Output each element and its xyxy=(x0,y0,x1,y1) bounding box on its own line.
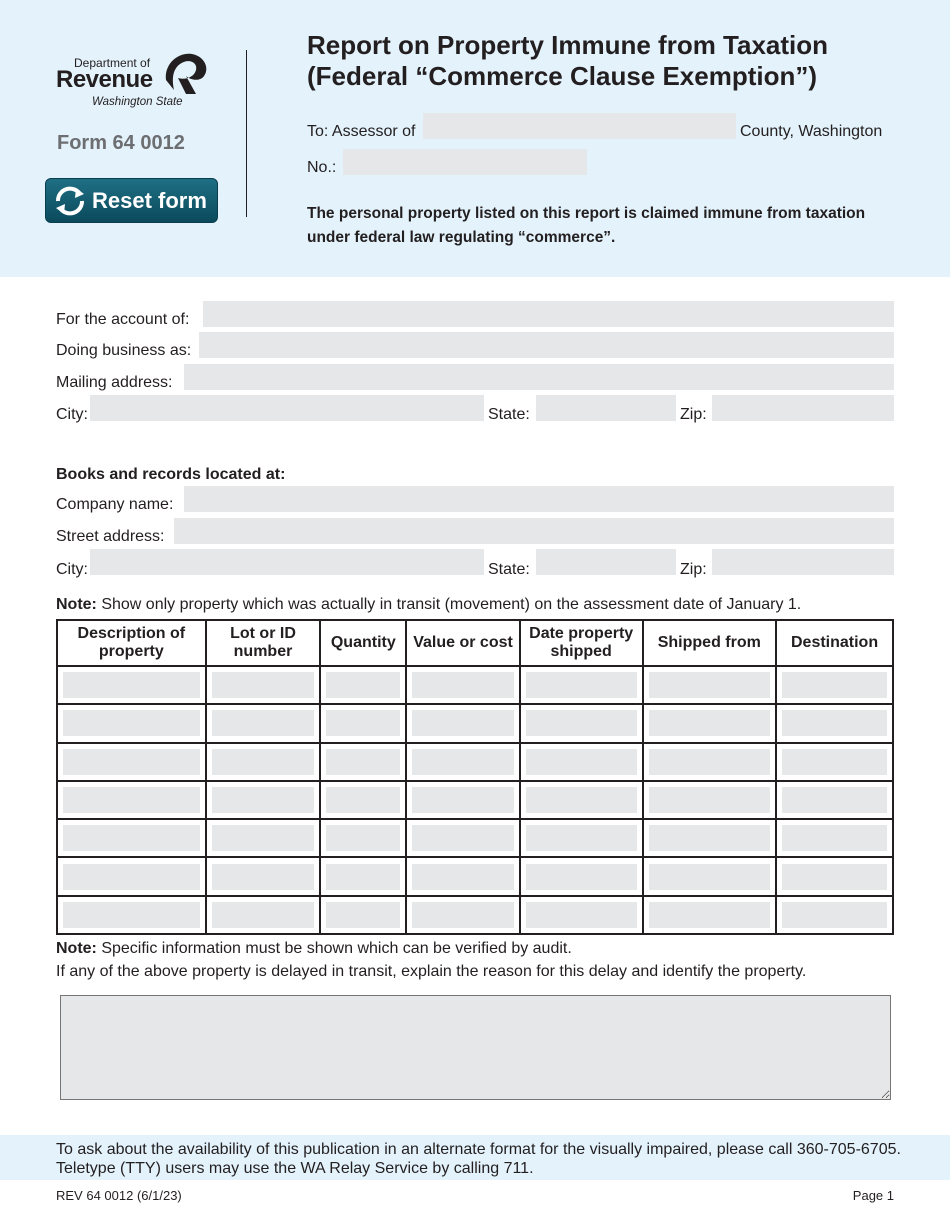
destination-input[interactable] xyxy=(782,749,887,775)
claim-statement: The personal property listed on this report is claimed immune from taxation under federal law regulating “commerce”. xyxy=(307,205,866,246)
city-field[interactable] xyxy=(90,395,484,421)
table-cell-quantity xyxy=(320,857,406,895)
audit-note-prefix: Note: xyxy=(56,940,97,957)
table-cell-value xyxy=(406,743,520,781)
no-label: No.: xyxy=(307,159,337,176)
property-table xyxy=(56,619,894,935)
page-title xyxy=(307,30,828,92)
records-heading: Books and records located at: xyxy=(56,466,286,483)
table-cell-shipped-from xyxy=(643,704,777,742)
col-header-value: Value or cost xyxy=(406,620,520,666)
logo-state-text: Washington State xyxy=(92,96,183,108)
lot-id-input[interactable] xyxy=(212,864,315,890)
table-cell-description xyxy=(57,857,206,895)
audit-note xyxy=(56,940,572,958)
description-input[interactable] xyxy=(63,749,200,775)
description-input[interactable] xyxy=(63,825,200,851)
table-cell-lot-id xyxy=(206,896,321,934)
account-of-field[interactable] xyxy=(203,301,894,327)
table-cell-shipped-from xyxy=(643,857,777,895)
shipped-from-input[interactable] xyxy=(649,672,771,698)
shipped-from-input[interactable] xyxy=(649,710,771,736)
mailing-address-label: Mailing address: xyxy=(56,374,173,391)
street-address-field[interactable] xyxy=(174,518,894,544)
destination-input[interactable] xyxy=(782,710,887,736)
records-city-label: City: xyxy=(56,561,88,578)
audit-note-text: Specific information must be shown which can be verified by audit. xyxy=(96,940,572,957)
revision-number: REV 64 0012 (6/1/23) xyxy=(56,1188,182,1203)
description-input[interactable] xyxy=(63,787,200,813)
col-header-date-shipped: Date property shipped xyxy=(520,620,643,666)
transit-note xyxy=(56,596,801,614)
reset-form-button[interactable] xyxy=(45,178,218,223)
dba-field[interactable] xyxy=(199,332,894,358)
lot-id-input[interactable] xyxy=(212,672,315,698)
records-city-field[interactable] xyxy=(90,549,484,575)
destination-input[interactable] xyxy=(782,902,887,928)
table-cell-date-shipped xyxy=(520,666,643,704)
value-input[interactable] xyxy=(412,749,514,775)
table-cell-lot-id xyxy=(206,704,321,742)
table-cell-destination xyxy=(776,666,893,704)
mailing-address-field[interactable] xyxy=(184,364,894,390)
shipped-from-input[interactable] xyxy=(649,749,771,775)
date-shipped-input[interactable] xyxy=(526,902,637,928)
col-header-destination: Destination xyxy=(776,620,893,666)
delay-instruction: If any of the above property is delayed in transit, explain the reason for this delay and identify the property. xyxy=(56,963,807,980)
value-input[interactable] xyxy=(412,710,514,736)
page-number: Page 1 xyxy=(852,1188,894,1203)
table-cell-description xyxy=(57,781,206,819)
table-cell-date-shipped xyxy=(520,819,643,857)
table-cell-quantity xyxy=(320,781,406,819)
account-of-label: For the account of: xyxy=(56,311,190,328)
table-cell-destination xyxy=(776,896,893,934)
date-shipped-input[interactable] xyxy=(526,825,637,851)
logo-dept-text: Department of xyxy=(74,56,151,70)
table-cell-destination xyxy=(776,781,893,819)
table-cell-shipped-from xyxy=(643,743,777,781)
value-input[interactable] xyxy=(412,902,514,928)
records-zip-field[interactable] xyxy=(712,549,894,575)
table-cell-lot-id xyxy=(206,857,321,895)
table-cell-quantity xyxy=(320,666,406,704)
quantity-input[interactable] xyxy=(326,710,400,736)
city-label: City: xyxy=(56,406,88,423)
header-divider xyxy=(246,50,247,217)
dba-label: Doing business as: xyxy=(56,342,192,359)
county-washington-label: County, Washington xyxy=(740,123,883,140)
number-field[interactable] xyxy=(343,149,587,175)
table-cell-destination xyxy=(776,743,893,781)
table-cell-quantity xyxy=(320,704,406,742)
description-input[interactable] xyxy=(63,710,200,736)
dor-logo xyxy=(56,50,216,112)
table-row xyxy=(57,857,893,895)
records-state-field[interactable] xyxy=(536,549,676,575)
destination-input[interactable] xyxy=(782,787,887,813)
col-header-shipped-from: Shipped from xyxy=(643,620,777,666)
value-input[interactable] xyxy=(412,825,514,851)
title-line-1: Report on Property Immune from Taxation xyxy=(307,30,829,60)
table-cell-date-shipped xyxy=(520,857,643,895)
refresh-icon xyxy=(52,184,88,218)
destination-input[interactable] xyxy=(782,825,887,851)
logo-revenue-text: Revenue xyxy=(56,66,153,93)
table-row xyxy=(57,743,893,781)
lot-id-input[interactable] xyxy=(212,825,315,851)
form-number: Form 64 0012 xyxy=(57,132,185,154)
destination-input[interactable] xyxy=(782,672,887,698)
date-shipped-input[interactable] xyxy=(526,787,637,813)
assessor-county-field[interactable] xyxy=(423,113,736,139)
quantity-input[interactable] xyxy=(326,749,400,775)
state-field[interactable] xyxy=(536,395,676,421)
zip-field[interactable] xyxy=(712,395,894,421)
table-cell-quantity xyxy=(320,819,406,857)
destination-input[interactable] xyxy=(782,864,887,890)
table-row xyxy=(57,704,893,742)
table-cell-shipped-from xyxy=(643,896,777,934)
quantity-input[interactable] xyxy=(326,902,400,928)
col-header-quantity: Quantity xyxy=(320,620,406,666)
table-cell-description xyxy=(57,819,206,857)
company-name-label: Company name: xyxy=(56,496,174,513)
value-input[interactable] xyxy=(412,864,514,890)
street-address-label: Street address: xyxy=(56,528,165,545)
date-shipped-input[interactable] xyxy=(526,710,637,736)
logo-mark-icon xyxy=(160,50,210,96)
quantity-input[interactable] xyxy=(326,672,400,698)
table-cell-lot-id xyxy=(206,819,321,857)
shipped-from-input[interactable] xyxy=(649,864,771,890)
state-label: State: xyxy=(488,406,530,423)
table-cell-date-shipped xyxy=(520,896,643,934)
table-cell-destination xyxy=(776,704,893,742)
records-state-label: State: xyxy=(488,561,530,578)
table-cell-quantity xyxy=(320,743,406,781)
table-cell-value xyxy=(406,857,520,895)
table-cell-description xyxy=(57,666,206,704)
table-cell-description xyxy=(57,704,206,742)
description-input[interactable] xyxy=(63,864,200,890)
table-cell-destination xyxy=(776,857,893,895)
lot-id-input[interactable] xyxy=(212,710,315,736)
quantity-input[interactable] xyxy=(326,787,400,813)
lot-id-input[interactable] xyxy=(212,749,315,775)
table-cell-description xyxy=(57,743,206,781)
table-cell-date-shipped xyxy=(520,781,643,819)
delay-explanation-field[interactable] xyxy=(60,995,891,1100)
table-cell-date-shipped xyxy=(520,743,643,781)
quantity-input[interactable] xyxy=(326,864,400,890)
col-header-description: Description of property xyxy=(57,620,206,666)
table-row xyxy=(57,666,893,704)
table-cell-value xyxy=(406,819,520,857)
table-cell-value xyxy=(406,704,520,742)
note-text: Show only property which was actually in transit (movement) on the assessment date of January 1. xyxy=(96,596,802,613)
records-zip-label: Zip: xyxy=(680,561,707,578)
zip-label: Zip: xyxy=(680,406,707,423)
quantity-input[interactable] xyxy=(326,825,400,851)
table-cell-date-shipped xyxy=(520,704,643,742)
col-header-lot-id: Lot or ID number xyxy=(206,620,321,666)
table-header-row xyxy=(57,620,893,666)
shipped-from-input[interactable] xyxy=(649,825,771,851)
table-cell-shipped-from xyxy=(643,666,777,704)
table-row xyxy=(57,781,893,819)
shipped-from-input[interactable] xyxy=(649,787,771,813)
note-prefix: Note: xyxy=(56,596,97,613)
date-shipped-input[interactable] xyxy=(526,672,637,698)
table-row xyxy=(57,819,893,857)
table-cell-lot-id xyxy=(206,743,321,781)
description-input[interactable] xyxy=(63,902,200,928)
table-cell-shipped-from xyxy=(643,819,777,857)
table-cell-lot-id xyxy=(206,666,321,704)
date-shipped-input[interactable] xyxy=(526,864,637,890)
accessibility-notice: To ask about the availability of this publication in an alternate format for the visually impaired, please call 360-705-6705. Teletype (TTY) users may use the WA Relay Service by calling 711. xyxy=(56,1141,901,1177)
reset-form-label: Reset form xyxy=(92,187,207,213)
value-input[interactable] xyxy=(412,787,514,813)
table-cell-quantity xyxy=(320,896,406,934)
table-cell-destination xyxy=(776,819,893,857)
table-cell-value xyxy=(406,781,520,819)
table-cell-lot-id xyxy=(206,781,321,819)
lot-id-input[interactable] xyxy=(212,902,315,928)
date-shipped-input[interactable] xyxy=(526,749,637,775)
table-cell-value xyxy=(406,896,520,934)
table-cell-value xyxy=(406,666,520,704)
table-cell-description xyxy=(57,896,206,934)
shipped-from-input[interactable] xyxy=(649,902,771,928)
table-cell-shipped-from xyxy=(643,781,777,819)
table-row xyxy=(57,896,893,934)
lot-id-input[interactable] xyxy=(212,787,315,813)
to-assessor-label: To: Assessor of xyxy=(307,123,416,140)
description-input[interactable] xyxy=(63,672,200,698)
company-name-field[interactable] xyxy=(184,486,894,512)
title-line-2: (Federal “Commerce Clause Exemption”) xyxy=(307,61,818,91)
value-input[interactable] xyxy=(412,672,514,698)
